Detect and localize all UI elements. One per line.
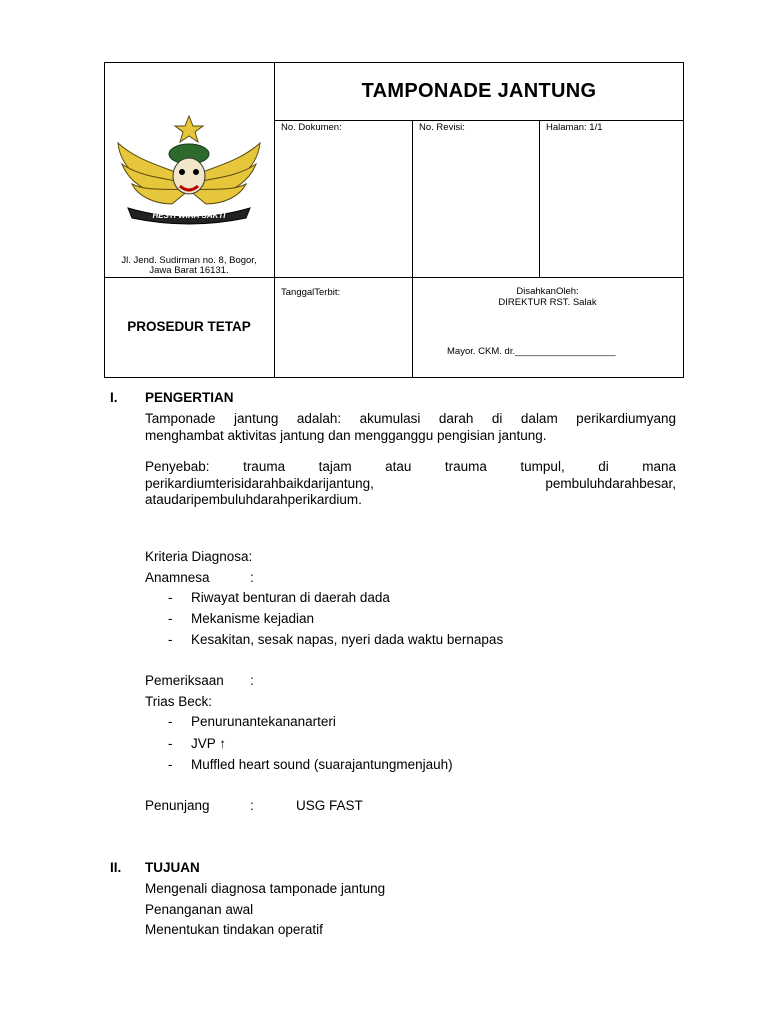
address-line-2: Jawa Barat 16131. xyxy=(149,265,229,276)
penunjang-label: Penunjang xyxy=(145,798,210,813)
definition-line-2: menghambat aktivitas jantung dan mengganggu pengisian jantung. xyxy=(145,428,547,443)
hesti-wira-sakti-logo xyxy=(110,108,268,226)
cause-line-2: perikardiumterisidarahbaikdarijantung, pembuluhdarahbesar, xyxy=(145,476,676,491)
section-1-number: I. xyxy=(110,390,118,405)
definition-line-1: Tamponade jantung adalah: akumulasi darah di dalam perikardiumyang xyxy=(145,411,676,426)
prosedur-tetap-label: PROSEDUR TETAP xyxy=(127,319,251,334)
logo-motto-text: HESTI WIRA SAKTI xyxy=(152,211,226,220)
disahkan-name: DIREKTUR RST. Salak xyxy=(498,296,597,308)
disahkan-label: DisahkanOleh: xyxy=(516,286,579,297)
bullet-dash: - xyxy=(168,736,173,751)
halaman-label: Halaman: 1/1 xyxy=(546,122,603,133)
bullet-dash: - xyxy=(168,611,173,626)
trias-item: Penurunantekananarteri xyxy=(191,714,336,729)
anamnesa-colon: : xyxy=(250,570,254,585)
cause-line-3: ataudaripembuluhdarahperikardium. xyxy=(145,492,362,507)
trias-item: Muffled heart sound (suarajantungmenjauh) xyxy=(191,757,453,772)
disahkan-block xyxy=(412,287,683,308)
tujuan-item: Mengenali diagnosa tamponade jantung xyxy=(145,881,386,896)
penunjang-colon: : xyxy=(250,798,254,813)
document-title: TAMPONADE JANTUNG xyxy=(361,80,597,102)
kriteria-diagnosa: Kriteria Diagnosa: xyxy=(145,549,253,564)
tanggal-terbit-label: TanggalTerbit: xyxy=(281,287,341,298)
anamnesa-label: Anamnesa xyxy=(145,570,210,585)
address xyxy=(104,256,274,276)
bullet-dash: - xyxy=(168,590,173,605)
pemeriksaan-colon: : xyxy=(250,673,254,688)
anamnesa-item: Kesakitan, sesak napas, nyeri dada waktu bernapas xyxy=(191,632,504,647)
signature-line: Mayor. CKM. dr.___________________ xyxy=(447,346,616,357)
section-2-heading: TUJUAN xyxy=(145,860,200,875)
trias-beck-label: Trias Beck: xyxy=(145,694,213,709)
address-line-1: Jl. Jend. Sudirman no. 8, Bogor, xyxy=(121,255,257,266)
anamnesa-item: Riwayat benturan di daerah dada xyxy=(191,590,390,605)
bullet-dash: - xyxy=(168,714,173,729)
pemeriksaan-label: Pemeriksaan xyxy=(145,673,224,688)
section-2-number: II. xyxy=(110,860,122,875)
tujuan-item: Menentukan tindakan operatif xyxy=(145,922,323,937)
bullet-dash: - xyxy=(168,757,173,772)
penunjang-value: USG FAST xyxy=(296,798,363,813)
cause-line-1: Penyebab: trauma tajam atau trauma tumpul, di mana xyxy=(145,459,676,474)
no-dokumen-label: No. Dokumen: xyxy=(281,122,342,133)
trias-item: JVP ↑ xyxy=(191,736,227,751)
no-revisi-label: No. Revisi: xyxy=(419,122,465,133)
bullet-dash: - xyxy=(168,632,173,647)
tujuan-item: Penanganan awal xyxy=(145,902,254,917)
section-1-heading: PENGERTIAN xyxy=(145,390,234,405)
anamnesa-item: Mekanisme kejadian xyxy=(191,611,315,626)
